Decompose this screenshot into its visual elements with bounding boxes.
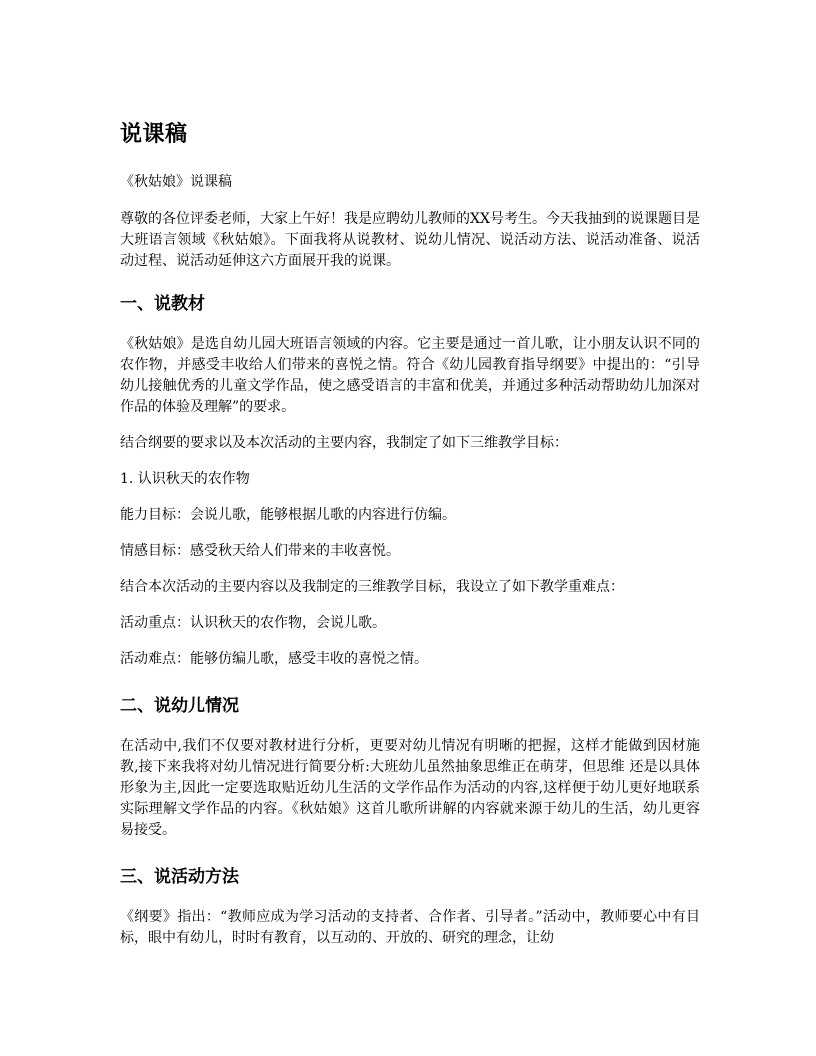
ability-goal: 能力目标：会说儿歌，能够根据儿歌的内容进行仿编。 <box>120 507 456 523</box>
goal-item: 1. 认识秋天的农作物 <box>120 471 250 487</box>
paragraph: 《秋姑娘》是选自幼儿园大班语言领域的内容。它主要是通过一首儿歌，让小朋友认识不同的农作物，并感受丰收给人们带来的喜悦之情。符合《幼儿园教育指导纲要》中提出的：“引导幼儿接触优秀的儿童文学作品，使之感受语言的丰富和优美，并通过多种活动帮助幼儿加深对作品的体验及理解”的要求。 <box>120 336 700 415</box>
paragraph: 《纲要》指出：“教师应成为学习活动的支持者、合作者、引导者。”活动中，教师要心中有目标，眼中有幼儿，时时有教育，以互动的、开放的、研究的理念，让幼 <box>120 909 700 946</box>
emotion-goal: 情感目标：感受秋天给人们带来的丰收喜悦。 <box>120 543 400 559</box>
section-heading-activity-methods: 三、说活动方法 <box>120 867 239 887</box>
document-body <box>120 120 700 964</box>
section-heading-children-situation: 二、说幼儿情况 <box>120 696 239 716</box>
document-subtitle: 《秋姑娘》说课稿 <box>120 174 232 190</box>
key-point: 活动重点：认识秋天的农作物，会说儿歌。 <box>120 615 386 631</box>
paragraph: 结合纲要的要求以及本次活动的主要内容，我制定了如下三维教学目标： <box>120 435 568 451</box>
intro-paragraph: 尊敬的各位评委老师，大家上午好！我是应聘幼儿教师的XX号考生。今天我抽到的说课题目是大班语言领域《秋姑娘》。下面我将从说教材、说幼儿情况、说活动方法、说活动准备、说活动过程、说活动延伸这六方面展开我的说课。 <box>120 211 700 269</box>
section-heading-teaching-material: 一、说教材 <box>120 294 205 314</box>
difficult-point: 活动难点：能够仿编儿歌，感受丰收的喜悦之情。 <box>120 651 428 667</box>
document-title: 说课稿 <box>120 122 188 147</box>
paragraph: 在活动中,我们不仅要对教材进行分析，更要对幼儿情况有明晰的把握，这样才能做到因材施教,接下来我将对幼儿情况进行简要分析:大班幼儿虽然抽象思维正在萌芽，但思维 还是以具体形象为主,因此一定要选取贴近幼儿生活的文学作品作为活动的内容,这样便于幼儿更好地联系实际理解文学作品的内容。《秋姑娘》这首儿歌所讲解的内容就来源于幼儿的生活，幼儿更容易接受。 <box>120 738 700 838</box>
paragraph: 结合本次活动的主要内容以及我制定的三维教学目标，我设立了如下教学重难点： <box>120 579 624 595</box>
